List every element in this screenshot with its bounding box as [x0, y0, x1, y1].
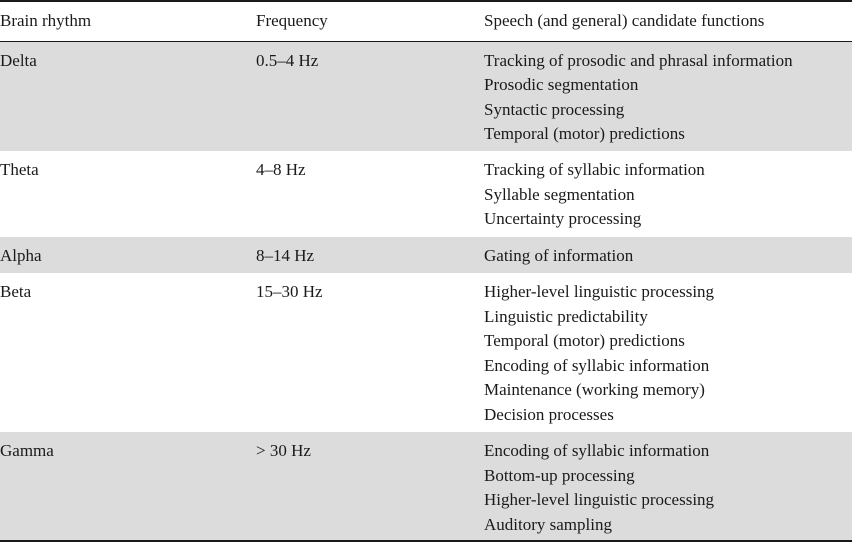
frequency-cell: 0.5–4 Hz [256, 41, 484, 151]
function-item: Auditory sampling [484, 514, 612, 534]
function-item: Tracking of prosodic and phrasal information [484, 50, 793, 70]
function-item: Gating of information [484, 246, 634, 265]
header-frequency: Frequency [256, 1, 484, 41]
function-item: Syntactic processing [484, 99, 625, 119]
table-row-alpha [0, 237, 852, 273]
function-item: Higher-level linguistic processing [484, 282, 715, 301]
table-body [0, 41, 852, 541]
rhythm-cell: Gamma [0, 432, 256, 541]
frequency-cell: 8–14 Hz [256, 237, 484, 273]
function-item: Syllable segmentation [484, 184, 635, 204]
frequency-cell: 15–30 Hz [256, 282, 323, 301]
function-item: Maintenance (working memory) [484, 380, 705, 399]
function-item: Temporal (motor) predictions [484, 124, 685, 143]
table-row-delta [0, 41, 852, 151]
frequency-cell: > 30 Hz [256, 432, 484, 541]
functions-cell [484, 41, 852, 151]
function-item: Prosodic segmentation [484, 75, 639, 94]
function-item: Encoding of syllabic information [484, 441, 710, 460]
function-item: Tracking of syllabic information [484, 160, 705, 179]
table-row-beta [0, 273, 852, 432]
function-item: Bottom-up processing [484, 465, 635, 485]
function-item: Temporal (motor) predictions [484, 331, 685, 350]
table-row-theta [0, 151, 852, 237]
header-row [0, 1, 852, 41]
functions-cell [484, 237, 852, 273]
rhythm-cell: Theta [0, 160, 39, 179]
rhythm-cell: Delta [0, 41, 256, 151]
rhythm-cell: Alpha [0, 237, 256, 273]
header-functions: Speech (and general) candidate functions [484, 1, 852, 41]
function-item: Higher-level linguistic processing [484, 490, 715, 509]
function-item: Linguistic predictability [484, 306, 648, 326]
function-item: Encoding of syllabic information [484, 355, 710, 375]
header-brain-rhythm: Brain rhythm [0, 1, 256, 41]
functions-cell [484, 151, 852, 237]
frequency-cell: 4–8 Hz [256, 160, 306, 179]
function-item: Decision processes [484, 404, 614, 424]
table-header [0, 1, 852, 41]
function-item: Uncertainty processing [484, 209, 642, 228]
table-row-gamma [0, 432, 852, 541]
functions-cell [484, 273, 852, 432]
functions-cell [484, 432, 852, 541]
rhythm-cell: Beta [0, 282, 32, 301]
